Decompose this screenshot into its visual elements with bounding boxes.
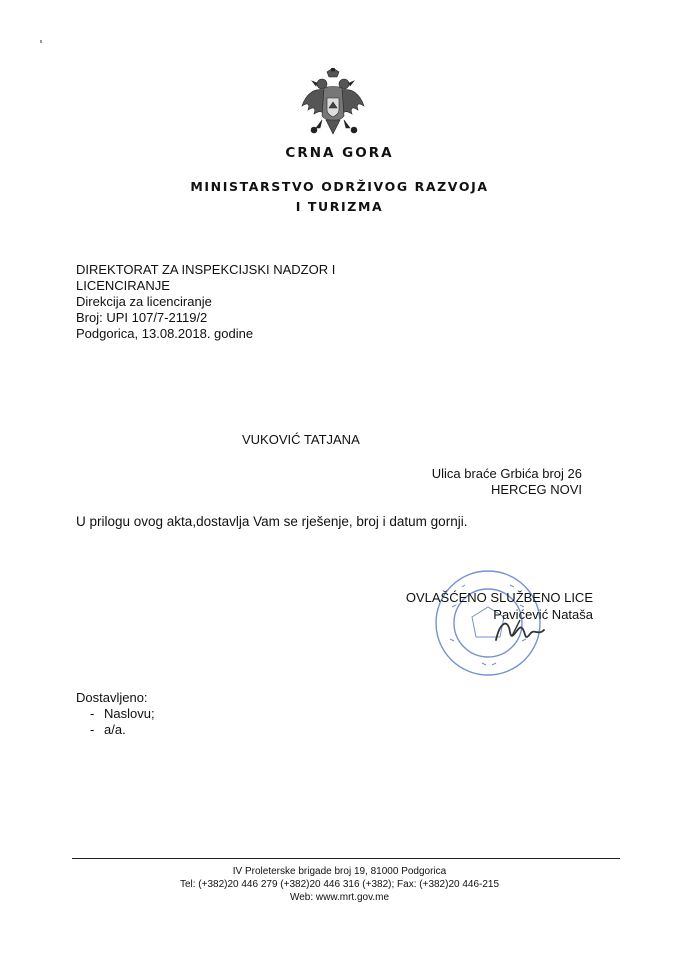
country-name: CRNA GORA bbox=[285, 145, 394, 161]
delivered-list bbox=[76, 690, 155, 738]
footer-phones: Tel: (+382)20 446 279 (+382)20 446 316 (+382); Fax: (+382)20 446-215 bbox=[179, 879, 500, 890]
footer bbox=[0, 865, 679, 904]
place-date: Podgorica, 13.08.2018. godine bbox=[76, 326, 254, 341]
footer-divider bbox=[72, 858, 620, 859]
list-dash: - bbox=[90, 722, 95, 737]
list-dash: - bbox=[90, 706, 95, 721]
footer-web: Web: www.mrt.gov.me bbox=[289, 892, 390, 903]
ministry-line-1: MINISTARSTVO ODRŽIVOG RAZVOJA bbox=[190, 179, 489, 194]
sender-block bbox=[76, 262, 396, 342]
ministry-line-2: I TURIZMA bbox=[295, 199, 384, 214]
recipient-street: Ulica braće Grbića broj 26 bbox=[431, 466, 582, 481]
coat-of-arms-icon bbox=[300, 68, 366, 144]
recipient-address bbox=[432, 466, 582, 498]
footer-address: IV Proleterske brigade broj 19, 81000 Podgorica bbox=[232, 866, 447, 877]
list-item bbox=[76, 706, 155, 722]
delivered-heading: Dostavljeno: bbox=[76, 690, 148, 705]
scan-speck bbox=[40, 40, 42, 43]
recipient-name: VUKOVIĆ TATJANA bbox=[242, 432, 360, 447]
body-text: U prilogu ovog akta,dostavlja Vam se rješenje, broj i datum gornji. bbox=[76, 514, 468, 529]
list-item bbox=[76, 722, 155, 738]
directorate-line-2: LICENCIRANJE bbox=[76, 278, 170, 293]
recipient-city: HERCEG NOVI bbox=[490, 482, 582, 497]
signatory-title: OVLAŠĆENO SLUŽBENO LICE bbox=[405, 590, 593, 605]
reference-number: Broj: UPI 107/7-2119/2 bbox=[76, 310, 208, 325]
list-item-label: Naslovu; bbox=[104, 706, 155, 721]
signatory-name: Pavićević Nataša bbox=[493, 607, 593, 622]
directorate-line-1: DIREKTORAT ZA INSPEKCIJSKI NADZOR I bbox=[76, 262, 336, 277]
division-name: Direkcija za licenciranje bbox=[76, 294, 212, 309]
handwritten-signature-icon bbox=[490, 614, 550, 648]
ministry-name bbox=[0, 177, 679, 217]
list-item-label: a/a. bbox=[104, 722, 126, 737]
